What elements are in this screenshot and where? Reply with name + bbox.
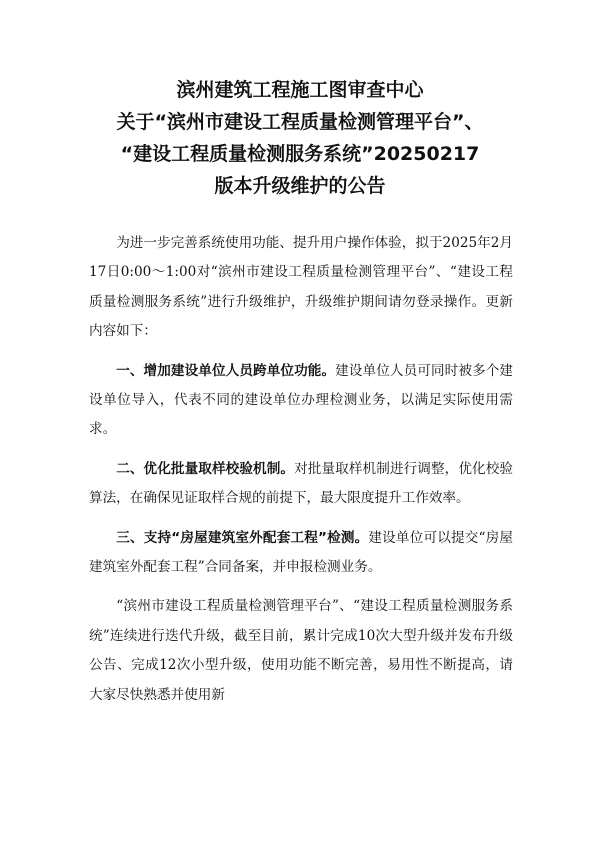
item-2-text: 对批量取样机制进行调整，优化校验算法，在确保见证取样合规的前提下，最大限度提升工作效率。 [89, 460, 513, 507]
item-2-paragraph [89, 455, 513, 514]
notice-title [60, 74, 540, 202]
item-1-heading: 一、增加建设单位人员跨单位功能。 [116, 362, 336, 379]
title-line-4: 版本升级维护的公告 [214, 175, 386, 197]
title-line-1: 滨州建筑工程施工图审查中心 [176, 79, 424, 101]
item-3-heading: 三、支持“房屋建筑室外配套工程”检测。 [116, 529, 369, 546]
title-line-2: 关于“滨州市建设工程质量检测管理平台”、 [116, 111, 484, 133]
item-2-heading: 二、优化批量取样校验机制。 [116, 460, 295, 477]
title-line-3: “建设工程质量检测服务系统”20250217 [120, 143, 480, 165]
closing-paragraph: “滨州市建设工程质量检测管理平台”、“建设工程质量检测服务系统”连续进行迭代升级，截至目前，累计完成10次大型升级并发布升级公告、完成12次小型升级，使用功能不断完善，易用性不断提高，请大家尽快熟悉并使用新 [89, 598, 513, 703]
item-3-paragraph [89, 524, 513, 583]
item-1-paragraph [89, 357, 513, 445]
notice-body [89, 229, 513, 710]
intro-paragraph: 为进一步完善系统使用功能、提升用户操作体验，拟于2025年2月17日0:00～1:00对“滨州市建设工程质量检测管理平台”、“建设工程质量检测服务系统”进行升级维护，升级维护期间请勿登录操作。更新内容如下： [89, 235, 513, 340]
item-1-text: 建设单位人员可同时被多个建设单位导入，代表不同的建设单位办理检测业务，以满足实际使用需求。 [89, 362, 514, 438]
item-3-text: 建设单位可以提交“房屋建筑室外配套工程”合同备案，并申报检测业务。 [89, 529, 514, 576]
